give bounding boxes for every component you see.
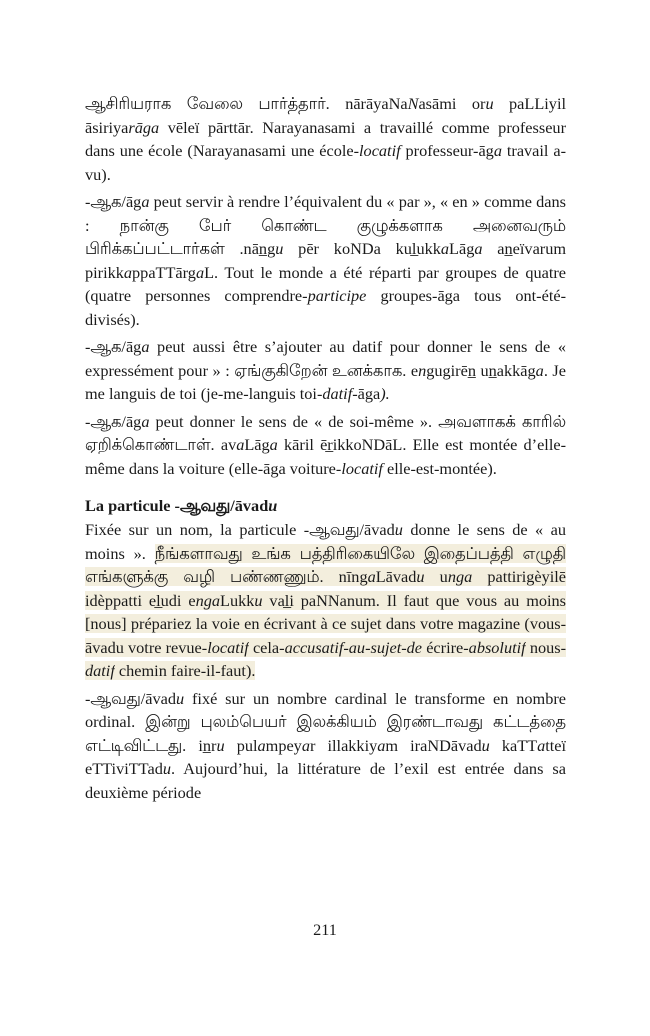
text-run: pattirigèyilē idèppatti el̲udi e xyxy=(85,567,566,610)
text-run: u xyxy=(254,590,263,610)
text-run: Lāvad xyxy=(375,567,417,586)
text-run: u xyxy=(162,759,171,778)
text-run: peut aussi être s’ajouter au datif pour donner le sens de « expressément pour » : ஏங்குகிறேன் உனக்காக. e xyxy=(85,337,566,380)
text-run: . Aujourd’hui, la littérature de l’exil est entrée dans sa deuxième période xyxy=(85,759,566,802)
text-run: u xyxy=(394,520,403,539)
text-run: fixé sur un nombre cardinal le transforme en nombre ordinal. இன்று புலம்பெயர் இலக்கியம் இரண்டாவது கட்டத்தை எட்டிவிட்டது. in̲r xyxy=(85,688,566,755)
text-run: r illakkiy xyxy=(309,735,378,755)
text-run: elle-est-montée). xyxy=(382,458,497,478)
text-run: ppaTTārg xyxy=(132,262,196,282)
text-run: an̲eïvarum pirikk xyxy=(85,239,567,282)
paragraph-aaka-soi-meme xyxy=(85,410,566,481)
paragraph-aaka-par-en xyxy=(85,190,566,331)
text-run: u xyxy=(175,688,185,708)
text-run: u xyxy=(416,567,425,586)
text-run: participe xyxy=(307,286,367,305)
text-run: Fixée sur un nom, la particule -ஆவது/āvad xyxy=(85,520,395,539)
text-run: a xyxy=(474,239,483,258)
text-run: datif xyxy=(85,661,115,680)
text-run: -ஆக/āg xyxy=(85,411,142,431)
text-run: a xyxy=(236,435,245,454)
text-run: m iraNDāvad xyxy=(385,735,482,755)
text-run: asāmi or xyxy=(418,94,486,113)
text-run: travail a-vu). xyxy=(85,141,567,184)
text-run: pul xyxy=(224,735,258,755)
text-run: donne le sens de « au moins ». xyxy=(85,520,567,563)
text-run: tteï eTTiviTTad xyxy=(85,735,567,778)
page-body xyxy=(85,92,566,804)
text-run: ). xyxy=(380,384,390,403)
text-run: professeur-āg xyxy=(400,141,494,160)
text-run: Lāg xyxy=(244,435,270,454)
text-run: locatif xyxy=(207,637,249,657)
text-run: Lukk xyxy=(220,590,255,610)
text-run: L. Tout le monde a été réparti par groupes de quatre (quatre personnes comprendre- xyxy=(85,262,566,305)
text-run: n xyxy=(418,360,427,380)
text-run: நீங்களாவது உங்க பத்திரிகையிலே இதைப்பத்தி எழுதி எங்களுக்கு வழி பண்ணணும். nīng xyxy=(85,543,566,586)
text-run: accusatif-au-sujet-de xyxy=(284,637,423,657)
paragraph-aaka-datif xyxy=(85,335,566,406)
page-number: 211 xyxy=(313,920,337,939)
text-run: kāril ēr̲ikkoNDāL. Elle est montée d’elle-même dans la voiture (elle-āga voiture- xyxy=(85,435,566,478)
text-run: a xyxy=(440,239,450,258)
text-run: a xyxy=(493,141,502,160)
text-run: . Je me languis de toi (je-me-languis toi- xyxy=(85,360,566,403)
text-run: a xyxy=(537,735,546,755)
text-run: u xyxy=(485,94,494,113)
text-run: a xyxy=(535,360,544,380)
text-run: peut donner le sens de « de soi-même ». அவளாகக் காரில் ஏறிக்கொண்டாள். av xyxy=(85,411,566,454)
text-run: a xyxy=(141,337,150,356)
text-run: a xyxy=(141,411,150,431)
text-run: val̲i paNNanum. Il faut que vous au moins [nous] prépariez la voie en écrivant à ce sujet dans votre magazine (vous-āvadu votre revue- xyxy=(85,590,567,657)
text-run: chemin faire-il-faut). xyxy=(114,661,256,680)
text-run: peut servir à rendre l’équivalent du « par », « en » comme dans : நான்கு பேர் கொண்ட குழுக்களாக அனைவரும் பிரிக்கப்பட்டார்கள் .nān̲g xyxy=(85,192,566,258)
text-run: a xyxy=(269,435,278,454)
text-run: u xyxy=(216,735,225,755)
text-run: paLLiyil āsiriya xyxy=(85,94,566,137)
text-run: ஆசிரியராக வேலை பார்த்தார். nārāyaNa xyxy=(85,94,408,113)
text-run: mpey xyxy=(265,735,302,755)
text-run: nga xyxy=(195,590,220,610)
text-run: a xyxy=(141,192,150,211)
text-run: a xyxy=(367,567,376,586)
text-run: a xyxy=(123,262,133,282)
paragraph-aavadu-ordinal xyxy=(85,687,566,805)
text-run: locatif xyxy=(341,458,383,478)
text-run: a xyxy=(195,262,205,282)
text-run: a xyxy=(257,735,266,755)
text-run: -ஆக/āg xyxy=(85,192,142,211)
text-run: -āga xyxy=(352,384,381,403)
text-run: a xyxy=(377,735,386,755)
text-run: rāga xyxy=(128,117,160,137)
text-run: u xyxy=(424,567,448,586)
text-run: groupes-āga tous ont-été-divisés). xyxy=(85,286,566,329)
text-run: datif xyxy=(322,384,353,403)
text-run: écrire- xyxy=(422,637,469,657)
text-run: pēr koNDa kul̲ukk xyxy=(283,239,441,258)
text-run: -ஆவது/āvad xyxy=(85,688,176,708)
text-run: locatif xyxy=(359,141,401,160)
text-run: u xyxy=(275,239,284,258)
text-run: N xyxy=(407,94,419,113)
text-run: vēleï pārttār. Narayanasami a travaillé comme professeur dans une école (Narayanasami une école- xyxy=(85,117,566,160)
text-run: -ஆக/āg xyxy=(85,337,142,356)
paragraph-aavadu-au-moins xyxy=(85,518,566,683)
text-run: nga xyxy=(447,567,473,586)
section-heading: La particule -ஆவது/āvadu xyxy=(85,496,278,515)
text-run: absolutif xyxy=(468,637,526,657)
paragraph-aaka-example xyxy=(85,92,566,186)
text-run: cela- xyxy=(248,637,285,657)
text-run: nous- xyxy=(525,637,566,657)
text-run: u xyxy=(481,735,490,755)
text-run: kaTT xyxy=(489,735,538,755)
text-run: gugirēn̲ un̲akkāg xyxy=(426,360,536,380)
text-run: Lāg xyxy=(449,239,475,258)
text-run: a xyxy=(301,735,310,755)
